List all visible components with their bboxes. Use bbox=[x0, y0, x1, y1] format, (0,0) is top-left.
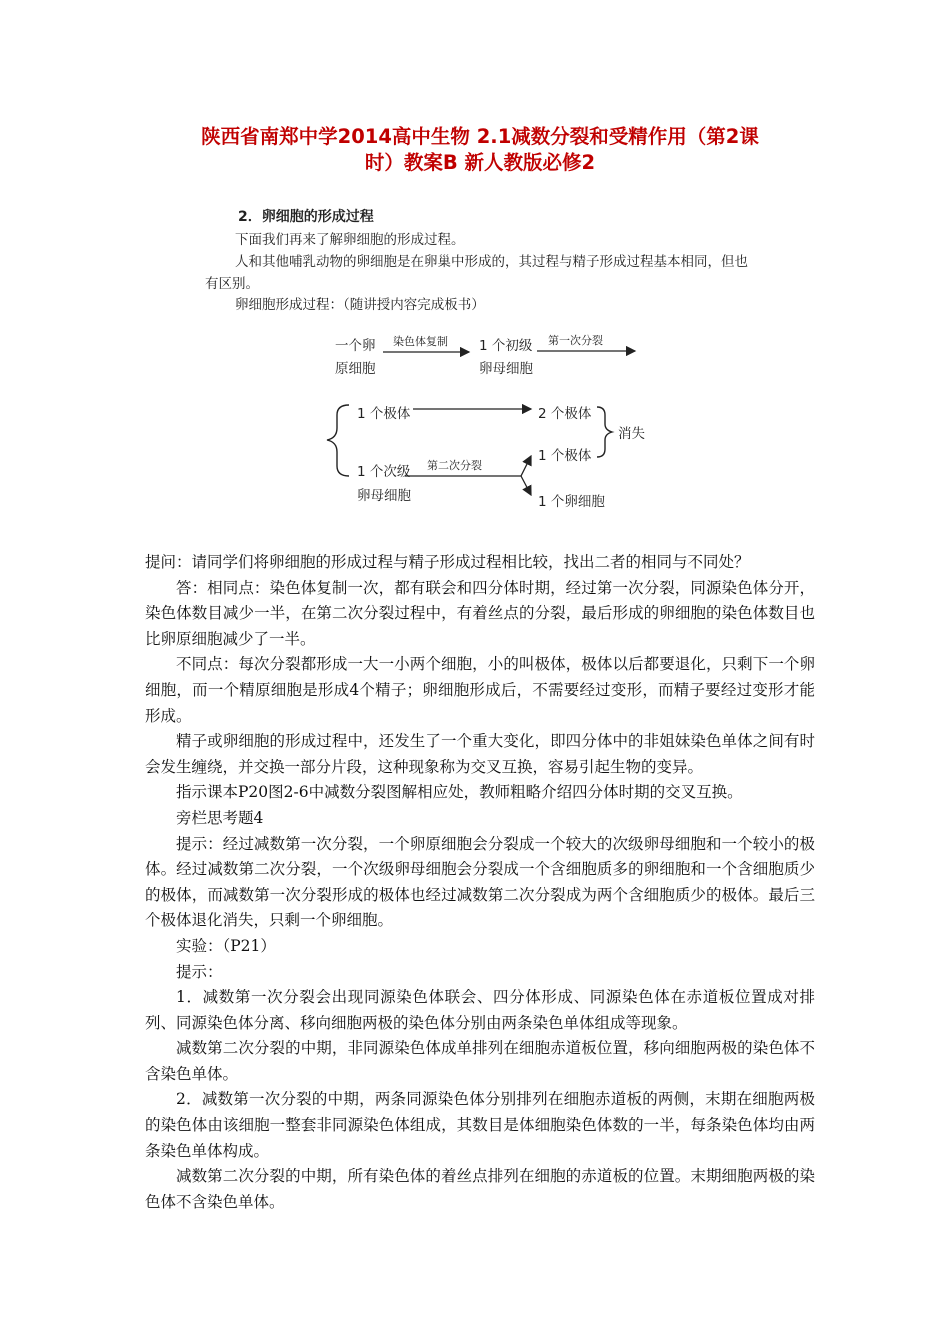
oocyte-formation-figure bbox=[205, 202, 795, 522]
left-brace bbox=[327, 405, 349, 476]
primary-oocyte-label-1: 1 个初级 bbox=[479, 338, 533, 354]
answer-similarities: 答：相同点：染色体复制一次，都有联会和四分体时期，经过第一次分裂，同源染色体分开，染色体数目减少一半，在第二次分裂过程中，有着丝点的分裂，最后形成的卵细胞的染色体数目也比卵原细胞减少了一半。 bbox=[145, 578, 815, 648]
polar-body-1b: 1 个极体 bbox=[538, 448, 592, 464]
secondary-oocyte-label-2: 卵母细胞 bbox=[357, 488, 411, 504]
sidebar-question-hint: 提示：经过减数第一次分裂，一个卵原细胞会分裂成一个较大的次级卵母细胞和一个较小的极体。经过减数第二次分裂，一个次级卵母细胞会分裂成一个含细胞质多的卵细胞和一个含细胞质少的极体，而减数第一次分裂形成的极体也经过减数第二次分裂成为两个含细胞质少的极体。最后三个极体退化消失，只剩一个卵细胞。 bbox=[145, 834, 815, 930]
hint-item-1: 1．减数第一次分裂会出现同源染色体联会、四分体形成、同源染色体在赤道板位置成对排列、同源染色体分离、移向细胞两极的染色体分别由两条染色单体组成等现象。 bbox=[145, 988, 815, 1032]
figure-intro: 下面我们再来了解卵细胞的形成过程。 bbox=[235, 232, 465, 248]
title-line-1: 陕西省南郑中学2014高中生物 2.1减数分裂和受精作用（第2课 bbox=[201, 125, 759, 148]
figure-heading: 2．卵细胞的形成过程 bbox=[238, 209, 374, 225]
primary-oocyte-label-2: 卵母细胞 bbox=[479, 361, 533, 377]
sidebar-question-heading: 旁栏思考题4 bbox=[176, 808, 264, 827]
oogonium-label-2: 原细胞 bbox=[335, 361, 376, 377]
first-division-label: 第一次分裂 bbox=[548, 334, 603, 347]
oogonium-label-1: 一个卵 bbox=[335, 338, 376, 354]
hint-item-1b: 减数第二次分裂的中期，非同源染色体成单排列在细胞赤道板位置，移向细胞两极的染色体不含染色单体。 bbox=[145, 1039, 815, 1083]
disappear-label: 消失 bbox=[618, 426, 645, 442]
document-title bbox=[150, 124, 810, 176]
secondary-oocyte-label-1: 1 个次级 bbox=[357, 464, 411, 480]
experiment-heading: 实验：（P21） bbox=[176, 936, 276, 955]
egg-cell-label: 1 个卵细胞 bbox=[538, 494, 605, 510]
right-brace bbox=[597, 407, 612, 457]
polar-body-1: 1 个极体 bbox=[357, 406, 411, 422]
question-paragraph: 提问：请同学们将卵细胞的形成过程与精子形成过程相比较，找出二者的相同与不同处？ bbox=[145, 553, 750, 571]
second-division-label: 第二次分裂 bbox=[427, 459, 482, 472]
hint-item-2: 2．减数第一次分裂的中期，两条同源染色体分别排列在细胞赤道板的两侧，末期在细胞两极的染色体由该细胞一整套非同源染色体组成，其数目是体细胞染色体数的一半，每条染色体均由两条染色单体构成。 bbox=[145, 1090, 815, 1160]
figure-para-a: 人和其他哺乳动物的卵细胞是在卵巢中形成的，其过程与精子形成过程基本相同，但也 bbox=[235, 254, 748, 270]
split-arrow-down bbox=[521, 476, 531, 495]
answer-differences: 不同点：每次分裂都形成一大一小两个细胞，小的叫极体，极体以后都要退化，只剩下一个卵细胞，而一个精原细胞是形成4个精子；卵细胞形成后，不需要经过变形，而精子要经过变形才能形成。 bbox=[145, 655, 815, 725]
process-label: 卵细胞形成过程：（随讲授内容完成板书） bbox=[235, 297, 485, 313]
figure-para-b: 有区别。 bbox=[205, 276, 259, 292]
crossing-over-paragraph: 精子或卵细胞的形成过程中，还发生了一个重大变化，即四分体中的非姐妹染色单体之间有时会发生缠绕，并交换一部分片段，这种现象称为交叉互换，容易引起生物的变异。 bbox=[145, 732, 815, 776]
split-arrow-up bbox=[521, 456, 531, 476]
title-line-2: 时）教案B 新人教版必修2 bbox=[364, 151, 596, 174]
polar-bodies-2: 2 个极体 bbox=[538, 406, 592, 422]
replication-label: 染色体复制 bbox=[393, 335, 448, 348]
lesson-body bbox=[145, 550, 815, 1215]
hint-heading: 提示： bbox=[176, 962, 223, 981]
hint-item-2b: 减数第二次分裂的中期，所有染色体的着丝点排列在细胞的赤道板的位置。末期细胞两极的染色体不含染色单体。 bbox=[145, 1167, 815, 1211]
textbook-reference: 指示课本P20图2-6中减数分裂图解相应处，教师粗略介绍四分体时期的交叉互换。 bbox=[176, 783, 743, 802]
